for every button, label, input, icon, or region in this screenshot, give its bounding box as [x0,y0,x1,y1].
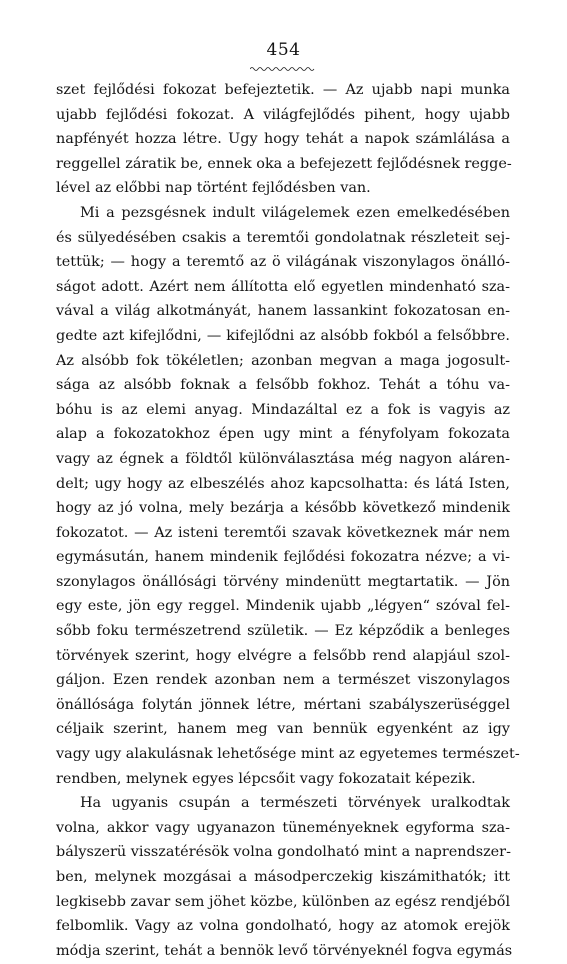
text-line: bóhu is az elemi anyag. Mindazáltal ez a fok is vagyis az [56,401,510,418]
text-line: egy este, jön egy reggel. Mindenik ujabb „légyen“ szóval fel- [56,598,510,615]
text-line: szonylagos önállósági törvény mindenütt megtartatik. — Jön [56,573,510,590]
text-line: Az alsóbb fok tökéletlen; azonban megvan a maga jogosult- [56,352,510,369]
body-text [56,78,520,963]
text-line: napfényét hozza létre. Ugy hogy tehát a napok számlálása a [56,131,510,148]
text-line: vával a világ alkotmányát, hanem lassankint fokozatosan en- [56,303,510,320]
text-line: gedte azt kifejlődni, — kifejlődni az alsóbb fokból a felsőbbre. [56,327,510,344]
text-line: vagy ugy alakulásnak lehetősége mint az egyetemes természet- [56,746,520,763]
text-line: hogy az jó volna, mely bezárja a később következő mindenik [56,500,510,517]
text-line: fokozatot. — Az isteni teremtői szavak következnek már nem [56,524,510,541]
page-number-ornament [250,66,316,72]
text-line: bályszerü visszatérésök volna gondolható mint a naprendszer- [56,844,511,861]
text-line: egymásután, hanem mindenik fejlődési fokozatra nézve; a vi- [56,549,510,566]
text-line: Ha ugyanis csupán a természeti törvények uralkodtak [80,795,510,812]
text-line: rendben, melynek egyes lépcsőit vagy fokozatait képezik. [56,770,476,787]
text-line: alap a fokozatokhoz épen ugy mint a fényfolyam fokozata [56,426,510,443]
text-line: reggellel záratik be, ennek oka a befejezett fejlődésnek regge- [56,155,512,172]
text-line: gáljon. Ezen rendek azonban nem a természet viszonylagos [56,672,510,689]
text-line: szet fejlődési fokozat befejeztetik. — Az ujabb napi munka [56,82,510,98]
text-line: delt; ugy hogy az elbeszélés ahoz kapcsolhatta: és látá Isten, [56,475,510,492]
text-line: sőbb foku természetrend születik. — Ez képződik a benleges [56,623,510,640]
text-line: sága az alsóbb foknak a felsőbb fokhoz. Tehát a tóhu va- [56,377,510,394]
text-line: Mi a pezsgésnek indult világelemek ezen emelkedésében [80,204,510,221]
text-line: volna, akkor vagy ugyanazon tüneményeknek egyforma sza- [56,819,510,836]
text-line: önállósága folytán jönnek létre, mértani szabályszerüséggel [56,696,510,713]
text-line: törvények szerint, hogy elvégre a felsőbb rend alapjául szol- [56,647,510,664]
text-line: felbomlik. Vagy az volna gondolható, hogy az atomok erejök [56,918,510,935]
text-line: ben, melynek mozgásai a másodperczekig kiszámithatók; itt [56,869,510,885]
text-line: ujabb fejlődési fokozat. A világfejlődés pihent, hogy ujabb [56,106,510,123]
text-line: és sülyedésében csakis a teremtői gondolatnak részleteit sej- [56,229,510,246]
text-line: ságot adott. Azért nem állította elő egyetlen mindenható sza- [56,278,510,295]
text-line: lével az előbbi nap történt fejlődésben van. [56,180,371,197]
text-line: legkisebb zavar sem jöhet közbe, különben az egész rendjéből [56,893,511,910]
text-line: tettük; — hogy a teremtő az ö világának viszonylagos önálló- [56,254,510,271]
text-line: vagy az égnek a földtől különválasztása még nagyon aláren- [56,450,510,467]
text-line: módja szerint, tehát a bennök levő törvényeknél fogva egymás [56,942,513,959]
page-number: 454 [266,40,301,60]
text-line: céljaik szerint, hanem meg van bennük egyenként az igy [56,721,510,738]
